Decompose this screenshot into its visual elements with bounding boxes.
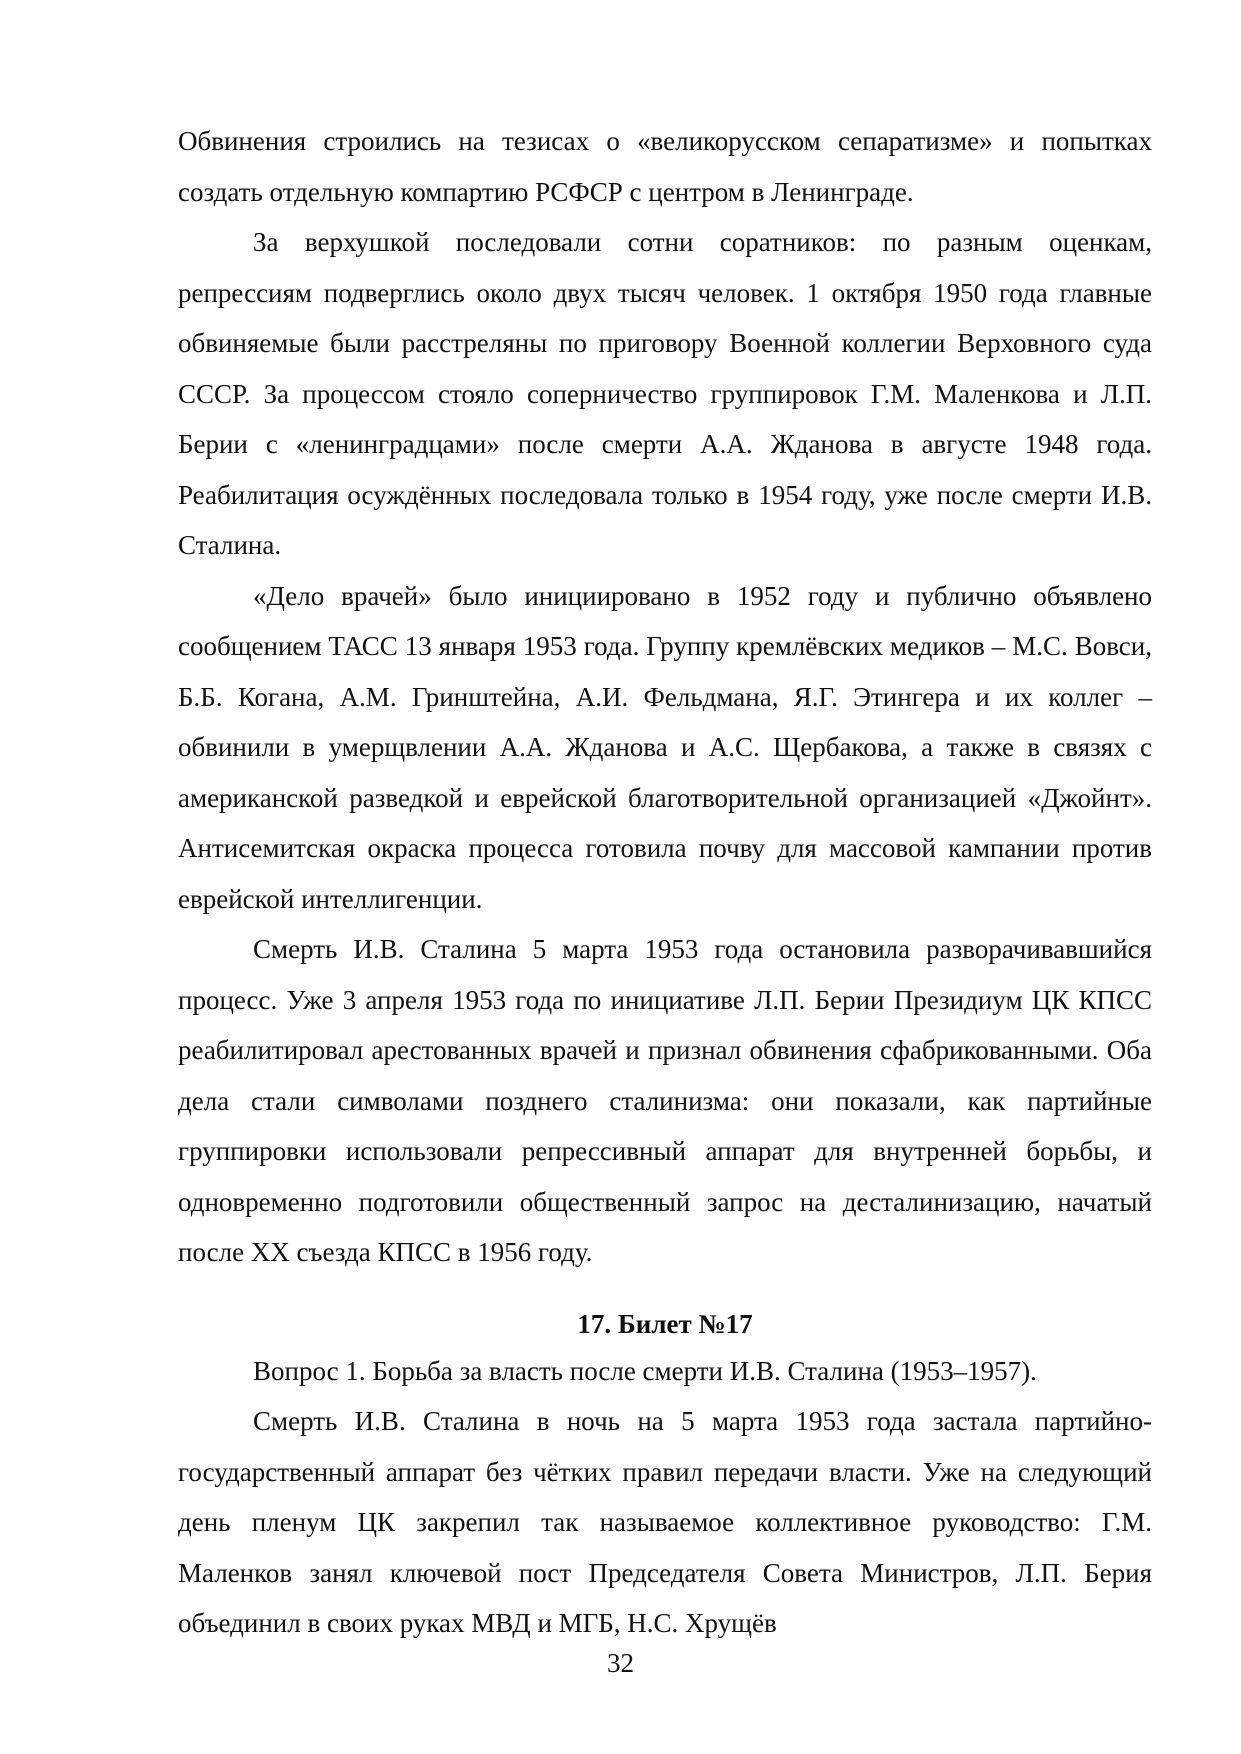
- question-line: Вопрос 1. Борьба за власть после смерти И.В. Сталина (1953–1957).: [253, 1355, 1037, 1386]
- paragraph-5: Смерть И.В. Сталина в ночь на 5 марта 1953 года застала партийно-государственный аппарат без чётких правил передачи власти. Уже на следующий день пленум ЦК закрепил так называемое коллективное руководство: Г.М. Маленков занял ключевой пост Председателя Совета Министров, Л.П. Берия объединил в своих руках МВД и МГБ, Н.С. Хрущёв: [178, 1406, 1152, 1638]
- page-number: 32: [607, 1648, 634, 1678]
- body-text: [178, 116, 1152, 1649]
- paragraph-2: За верхушкой последовали сотни соратников: по разным оценкам, репрессиям подверглись около двух тысяч человек. 1 октября 1950 года главные обвиняемые были расстреляны по приговору Военной коллегии Верховного суда СССР. За процессом стояло соперничество группировок Г.М. Маленкова и Л.П. Берии с «ленинградцами» после смерти А.А. Жданова в августе 1948 года. Реабилитация осуждённых последовала только в 1954 году, уже после смерти И.В. Сталина.: [178, 227, 1152, 560]
- paragraph-1: Обвинения строились на тезисах о «великорусском сепаратизме» и попытках создать отдельную компартию РСФСР с центром в Ленинграде.: [178, 126, 1152, 207]
- paragraph-3: «Дело врачей» было инициировано в 1952 году и публично объявлено сообщением ТАСС 13 января 1953 года. Группу кремлёвских медиков – М.С. Вовси, Б.Б. Когана, А.М. Гринштейна, А.И. Фельдмана, Я.Г. Этингера и их коллег – обвинили в умерщвлении А.А. Жданова и А.С. Щербакова, а также в связях с американской разведкой и еврейской благотворительной организацией «Джойнт». Антисемитская окраска процесса готовила почву для массовой кампании против еврейской интеллигенции.: [178, 580, 1152, 914]
- ticket-heading: 17. Билет №17: [577, 1308, 753, 1339]
- paragraph-4: Смерть И.В. Сталина 5 марта 1953 года остановила разворачивавшийся процесс. Уже 3 апреля 1953 года по инициативе Л.П. Берии Президиум ЦК КПСС реабилитировал арестованных врачей и признал обвинения сфабрикованными. Оба дела стали символами позднего сталинизма: они показали, как партийные группировки использовали репрессивный аппарат для внутренней борьбы, и одновременно подготовили общественный запрос на десталинизацию, начатый после XX съезда КПСС в 1956 году.: [178, 934, 1152, 1267]
